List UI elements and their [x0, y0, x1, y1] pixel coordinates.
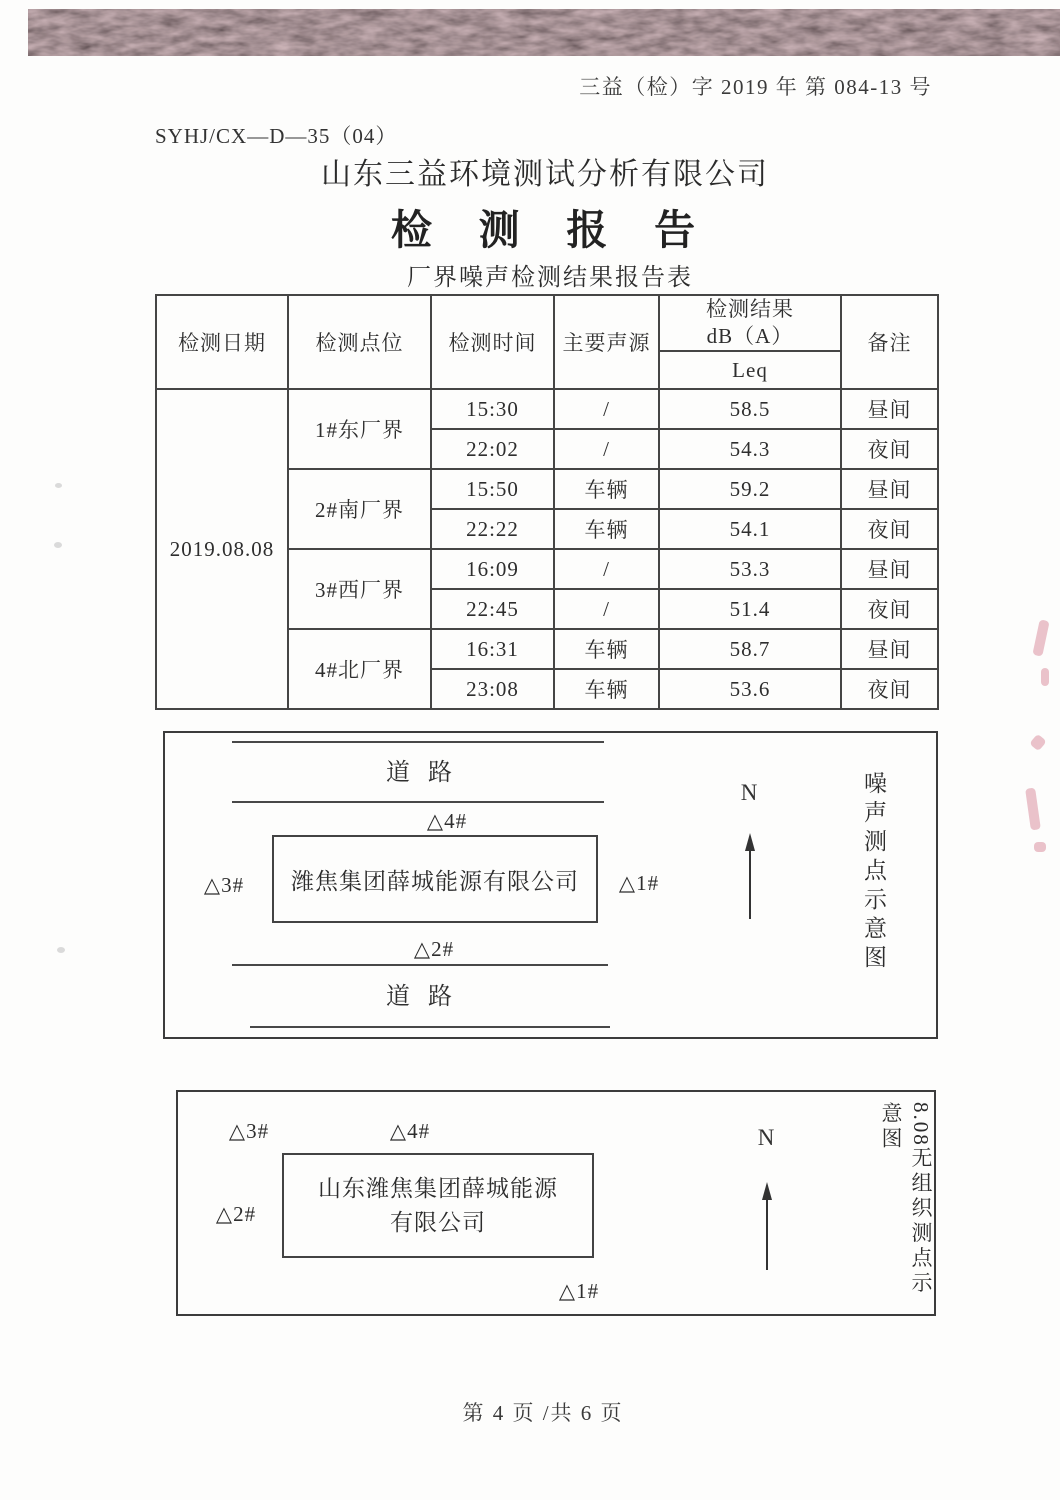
- road-line: [232, 741, 604, 743]
- triangle-marker-2: △2#: [215, 1202, 257, 1226]
- document-ref-number: 三益（检）字 2019 年 第 084-13 号: [579, 75, 932, 99]
- plant-box: [282, 1153, 594, 1258]
- north-arrow-icon: [759, 1180, 775, 1272]
- north-label: N: [757, 1125, 775, 1150]
- cell-time: 22:02: [431, 429, 554, 469]
- noise-points-diagram: [163, 731, 938, 1039]
- cell-source: /: [554, 549, 659, 589]
- result-header-line2: dB（A）: [706, 324, 794, 348]
- stamp-bleed-mark: [1032, 619, 1049, 656]
- cell-point-3: 3#西厂界: [288, 549, 431, 629]
- cell-leq: 53.6: [659, 669, 841, 709]
- col-header-time: 检测时间: [431, 295, 554, 389]
- triangle-marker-4: △4#: [426, 809, 468, 833]
- cell-leq: 54.3: [659, 429, 841, 469]
- plant-name-line2: 有限公司: [390, 1209, 486, 1235]
- cell-time: 16:31: [431, 629, 554, 669]
- cell-leq: 58.7: [659, 629, 841, 669]
- cell-date: 2019.08.08: [156, 389, 288, 709]
- triangle-marker-1: △1#: [558, 1279, 600, 1303]
- north-arrow-icon: [742, 831, 758, 921]
- report-subtitle: 厂界噪声检测结果报告表: [407, 265, 693, 291]
- cell-time: 16:09: [431, 549, 554, 589]
- cell-remark: 昼间: [841, 629, 938, 669]
- cell-time: 15:50: [431, 469, 554, 509]
- cell-leq: 58.5: [659, 389, 841, 429]
- stamp-bleed-mark: [1025, 788, 1041, 831]
- cell-leq: 59.2: [659, 469, 841, 509]
- stamp-bleed-mark: [1034, 842, 1046, 852]
- plant-name-line1: 山东潍焦集团薛城能源: [318, 1175, 558, 1201]
- triangle-marker-2: △2#: [413, 937, 455, 961]
- col-header-source: 主要声源: [554, 295, 659, 389]
- triangle-marker-1: △1#: [618, 871, 660, 895]
- road-line: [232, 964, 608, 966]
- col-header-remark: 备注: [841, 295, 938, 389]
- road-label-bottom: 道 路: [386, 984, 454, 1010]
- cell-source: 车辆: [554, 669, 659, 709]
- scan-noise-band: [28, 9, 1060, 56]
- plant-box: 潍焦集团薛城能源有限公司: [272, 835, 598, 923]
- cell-leq: 51.4: [659, 589, 841, 629]
- scan-speck: [54, 542, 62, 548]
- cell-time: 22:45: [431, 589, 554, 629]
- cell-leq: 53.3: [659, 549, 841, 589]
- diagram2-side-label-text: 无组织测点示意图: [879, 1102, 933, 1297]
- stamp-bleed-mark: [1041, 668, 1049, 686]
- cell-leq: 54.1: [659, 509, 841, 549]
- table-row: [156, 389, 938, 429]
- cell-point-1: 1#东厂界: [288, 389, 431, 469]
- cell-source: 车辆: [554, 509, 659, 549]
- cell-remark: 昼间: [841, 549, 938, 589]
- cell-remark: 夜间: [841, 429, 938, 469]
- cell-time: 15:30: [431, 389, 554, 429]
- cell-remark: 夜间: [841, 669, 938, 709]
- triangle-marker-3: △3#: [203, 873, 245, 897]
- scan-speck: [57, 947, 65, 953]
- col-header-result: [659, 295, 841, 351]
- result-header-line1: 检测结果: [706, 297, 794, 321]
- cell-remark: 昼间: [841, 389, 938, 429]
- stamp-bleed-mark: [1029, 734, 1047, 752]
- road-label-top: 道 路: [386, 760, 454, 786]
- cell-time: 23:08: [431, 669, 554, 709]
- road-line: [250, 1026, 610, 1028]
- triangle-marker-3: △3#: [228, 1119, 270, 1143]
- col-header-point: 检测点位: [288, 295, 431, 389]
- cell-source: 车辆: [554, 629, 659, 669]
- cell-point-2: 2#南厂界: [288, 469, 431, 549]
- cell-source: 车辆: [554, 469, 659, 509]
- scan-speck: [55, 483, 62, 488]
- cell-source: /: [554, 589, 659, 629]
- col-header-leq: Leq: [659, 351, 841, 389]
- cell-remark: 夜间: [841, 589, 938, 629]
- cell-source: /: [554, 389, 659, 429]
- cell-source: /: [554, 429, 659, 469]
- cell-remark: 昼间: [841, 469, 938, 509]
- form-code: SYHJ/CX—D—35（04）: [155, 124, 398, 148]
- noise-results-table: [155, 294, 939, 710]
- road-line: [232, 801, 604, 803]
- cell-time: 22:22: [431, 509, 554, 549]
- diagram2-side-label: [876, 1102, 936, 1312]
- cell-point-4: 4#北厂界: [288, 629, 431, 709]
- col-header-date: 检测日期: [156, 295, 288, 389]
- diagram2-side-label-date: 8.08: [909, 1102, 933, 1147]
- diagram1-side-label: 噪声测点示意图: [861, 771, 886, 974]
- report-title: 检 测 报 告: [390, 207, 700, 253]
- north-label: N: [740, 780, 758, 805]
- cell-remark: 夜间: [841, 509, 938, 549]
- company-name: 山东三益环境测试分析有限公司: [321, 158, 769, 191]
- fugitive-points-diagram: [176, 1090, 936, 1316]
- page-number: 第 4 页 /共 6 页: [462, 1401, 624, 1425]
- triangle-marker-4: △4#: [389, 1119, 431, 1143]
